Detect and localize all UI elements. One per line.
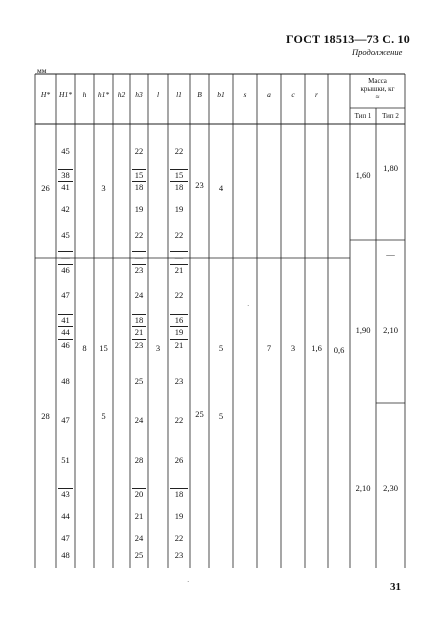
- cell-h3: 21: [134, 511, 144, 521]
- cell-b1-5b: 5: [218, 411, 224, 421]
- cell-c-16: 1,6: [311, 343, 322, 353]
- cell-l1: 19: [174, 204, 184, 214]
- row-separator: [170, 314, 188, 315]
- row-separator: [132, 326, 146, 327]
- document-header: ГОСТ 18513—73 С. 10: [286, 32, 410, 46]
- col-header-c: c: [291, 90, 295, 99]
- cell-H1: 38: [61, 170, 70, 180]
- cell-h2-15: 15: [99, 343, 108, 353]
- cell-H1: 48: [61, 376, 70, 386]
- row-separator: [170, 488, 188, 489]
- cell-H1: 46: [61, 265, 70, 275]
- mass-header-line2: крышки, кг: [360, 85, 395, 93]
- row-separator: [58, 181, 73, 182]
- cell-h1-3: 3: [101, 183, 106, 193]
- row-separator: [132, 169, 146, 170]
- cell-h3: 19: [134, 204, 144, 214]
- cell-H1: 48: [61, 550, 70, 560]
- cell-h3: 18: [134, 315, 144, 325]
- row-separator: [170, 339, 188, 340]
- cell-H-28: 28: [41, 411, 50, 421]
- cell-mass2-dash: —: [386, 249, 395, 259]
- cell-H1: 46: [61, 340, 70, 350]
- row-separator: [58, 314, 73, 315]
- row-separator: [132, 181, 146, 182]
- cell-l1: 18: [174, 182, 184, 192]
- row-separator: [132, 339, 146, 340]
- cell-h3: 21: [134, 327, 144, 337]
- cell-l1: 15: [174, 170, 184, 180]
- units-label: мм: [37, 66, 47, 75]
- cell-h3: —: [134, 252, 144, 262]
- cell-H1: 44: [61, 327, 70, 337]
- cell-B-23: 23: [195, 180, 204, 190]
- mass-header-line3: ≈: [375, 93, 380, 101]
- cell-H1: 43: [61, 489, 70, 499]
- cell-l1: 26: [174, 455, 184, 465]
- cell-H1: 42: [61, 204, 70, 214]
- page-number: 31: [390, 581, 401, 593]
- cell-a-3: 3: [290, 343, 296, 353]
- mass-header-line1: Масса: [368, 77, 387, 85]
- col-header-r: r: [315, 90, 318, 99]
- cell-mass1-b: 1,90: [355, 325, 371, 335]
- col-header-B: B: [197, 90, 202, 99]
- cell-l1: 19: [174, 327, 184, 337]
- cell-mass1-c: 2,10: [355, 483, 371, 493]
- cell-h3: 24: [134, 290, 144, 300]
- row-separator: [170, 326, 188, 327]
- cell-h3: 25: [134, 550, 144, 560]
- row-separator: [170, 181, 188, 182]
- cell-l1: 21: [174, 265, 184, 275]
- col-header-H: H*: [40, 90, 51, 99]
- cell-h1-5: 5: [101, 411, 106, 421]
- cell-mass2-a: 1,80: [383, 163, 398, 173]
- col-header-h2: h2: [117, 90, 126, 99]
- row-separator: [58, 326, 73, 327]
- row-separator: [58, 264, 73, 265]
- cell-l1: 22: [174, 230, 184, 240]
- cell-l1: 22: [174, 415, 184, 425]
- col-header-l1: l1: [176, 90, 182, 99]
- cell-H1: 47: [61, 415, 70, 425]
- cell-s-7: 7: [266, 343, 272, 353]
- col-header-b1: b1: [217, 90, 225, 99]
- col-header-a: a: [267, 90, 271, 99]
- row-separator: [58, 339, 73, 340]
- row-separator: [132, 251, 146, 252]
- cell-h3: 22: [134, 146, 144, 156]
- cell-H1: 47: [61, 290, 70, 300]
- cell-H1: —: [61, 252, 70, 262]
- cell-h3: 28: [134, 455, 144, 465]
- cell-h3: 23: [134, 265, 144, 275]
- row-separator: [58, 169, 73, 170]
- mass-type1-header: Тип 1: [354, 112, 372, 120]
- cell-b1-4: 4: [218, 183, 224, 193]
- cell-H1: 41: [61, 315, 70, 325]
- cell-H-26: 26: [41, 183, 50, 193]
- cell-l1: 19: [174, 511, 184, 521]
- cell-l1: —: [174, 252, 184, 262]
- continuation-label: Продолжение: [352, 47, 403, 57]
- cell-l-3: 3: [155, 343, 161, 353]
- cell-mass2-c: 2,30: [383, 483, 398, 493]
- cell-l1: 22: [174, 290, 184, 300]
- row-separator: [58, 488, 73, 489]
- cell-h-8: 8: [82, 343, 87, 353]
- cell-l1: 22: [174, 146, 184, 156]
- scan-speck: ·: [187, 578, 190, 586]
- cell-H1: 44: [61, 511, 70, 521]
- cell-l1: 18: [174, 489, 184, 499]
- cell-l1: 23: [174, 376, 184, 386]
- cell-H1: 51: [61, 455, 70, 465]
- col-header-l: l: [156, 90, 160, 99]
- cell-h3: 22: [134, 230, 144, 240]
- mass-type2-header: Тип 2: [382, 112, 399, 120]
- cell-h3: 15: [134, 170, 144, 180]
- row-separator: [132, 314, 146, 315]
- row-separator: [170, 251, 188, 252]
- cell-l1: 22: [174, 533, 184, 543]
- cell-r-06: 0,6: [333, 345, 345, 355]
- row-separator: [132, 488, 146, 489]
- cell-B-25: 25: [195, 409, 204, 419]
- row-separator: [170, 264, 188, 265]
- cell-l1: 21: [174, 340, 184, 350]
- cell-l1: 23: [174, 550, 184, 560]
- row-separator: [58, 251, 73, 252]
- col-header-s: s: [243, 90, 247, 99]
- cell-H1: 41: [61, 182, 70, 192]
- cell-H1: 45: [61, 146, 70, 156]
- cell-H1: 45: [61, 230, 70, 240]
- cell-mass2-b: 2,10: [383, 325, 398, 335]
- cell-l1: 16: [174, 315, 184, 325]
- cell-h3: 18: [134, 182, 144, 192]
- scan-speck: ·: [247, 302, 250, 310]
- cell-h3: 23: [134, 340, 144, 350]
- cell-H1: 47: [61, 533, 70, 543]
- cell-b1-5a: 5: [218, 343, 224, 353]
- col-header-h3: h3: [135, 90, 143, 99]
- cell-h3: 20: [134, 489, 144, 499]
- row-separator: [170, 169, 188, 170]
- cell-h3: 24: [134, 533, 144, 543]
- row-separator: [132, 264, 146, 265]
- col-header-h1: h1*: [97, 90, 110, 99]
- cell-mass1-a: 1,60: [355, 170, 371, 180]
- col-header-H1: H1*: [59, 90, 72, 99]
- cell-h3: 24: [134, 415, 144, 425]
- col-header-h: h: [82, 90, 87, 99]
- cell-h3: 25: [134, 376, 144, 386]
